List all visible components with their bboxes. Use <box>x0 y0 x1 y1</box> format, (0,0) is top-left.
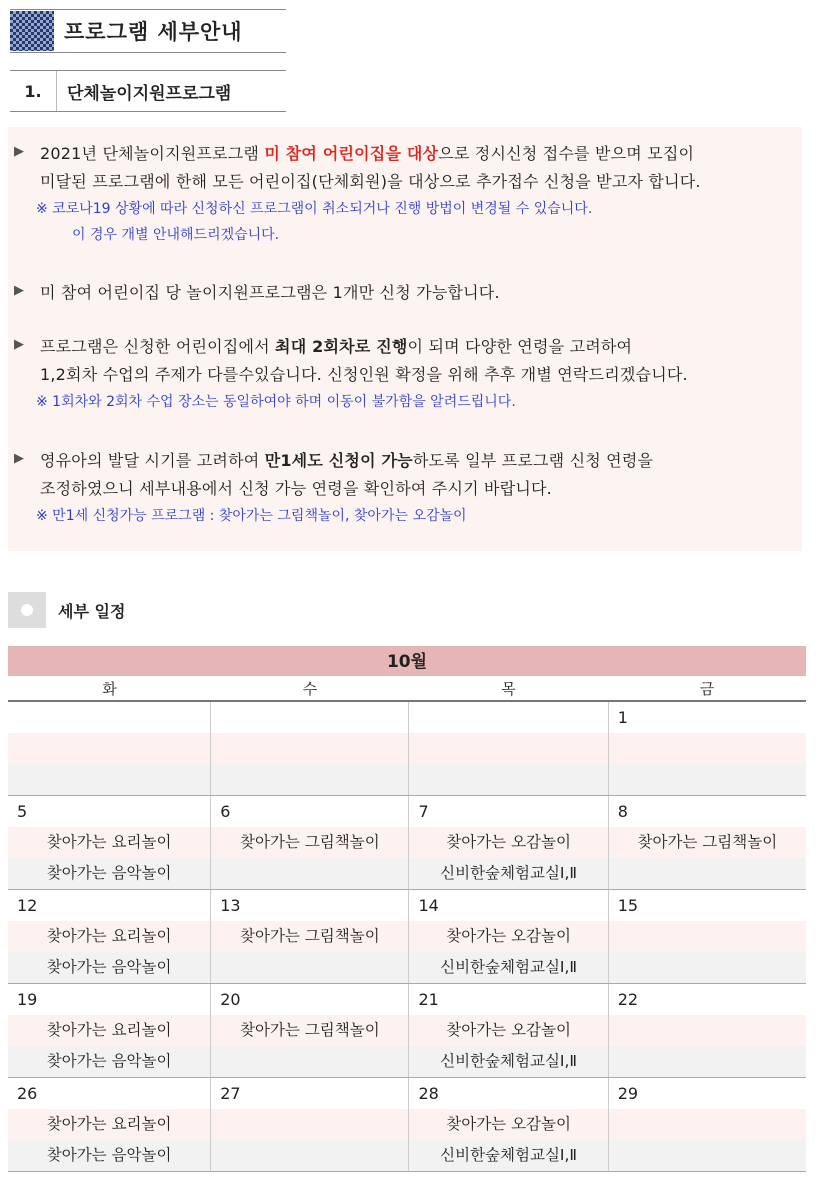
day-number: 6 <box>220 802 231 821</box>
calendar-day-cell <box>609 1078 806 1171</box>
day-number: 28 <box>418 1084 439 1103</box>
day-number: 5 <box>17 802 28 821</box>
program-entry <box>211 1046 408 1077</box>
program-entry <box>609 858 806 889</box>
program-entry <box>8 733 210 764</box>
program-entry <box>609 1015 806 1046</box>
calendar <box>8 646 806 1172</box>
calendar-day-cell <box>609 796 806 889</box>
program-entry <box>409 733 607 764</box>
day-number: 14 <box>418 896 439 915</box>
program-entry: 찾아가는 오감놀이 <box>409 921 607 952</box>
program-entry <box>609 764 806 795</box>
triangle-bullet-icon: ▶ <box>14 283 24 298</box>
program-entry <box>409 764 607 795</box>
program-entry: 신비한숲체험교실Ⅰ,Ⅱ <box>409 858 607 889</box>
calendar-day-cell <box>409 702 608 795</box>
program-entry: 찾아가는 음악놀이 <box>8 1140 210 1171</box>
text: 영유아의 발달 시기를 고려하여 <box>40 451 265 470</box>
day-number: 15 <box>617 896 639 915</box>
program-entry: 찾아가는 요리놀이 <box>8 1109 210 1140</box>
notice-box <box>8 127 802 551</box>
calendar-day-cell <box>8 702 211 795</box>
text: 2021년 단체놀이지원프로그램 <box>40 144 265 163</box>
program-entry <box>609 1046 806 1077</box>
highlight-text: 미 참여 어린이집을 대상 <box>264 144 439 163</box>
day-number: 1 <box>617 708 628 727</box>
calendar-day-cell <box>211 702 409 795</box>
calendar-week <box>8 702 806 796</box>
schedule-heading <box>8 592 125 628</box>
text: 이 되며 다양한 연령을 고려하여 <box>407 337 633 356</box>
notice-line: 미달된 프로그램에 한해 모든 어린이집(단체회원)을 대상으로 추가접수 신청을 받고자 합니다. <box>40 172 701 191</box>
notice-item-2 <box>14 279 794 307</box>
calendar-week <box>8 984 806 1078</box>
weekday-label: 금 <box>699 680 715 698</box>
calendar-day-cell <box>409 1078 608 1171</box>
calendar-day-cell <box>409 984 608 1077</box>
notice-note: ※ 만1세 신청가능 프로그램 : 찾아가는 그림책놀이, 찾아가는 오감놀이 <box>36 508 467 524</box>
calendar-weeks <box>8 702 806 1172</box>
circle-bullet-icon <box>8 592 46 628</box>
calendar-day-cell <box>8 1078 211 1171</box>
schedule-title: 세부 일정 <box>58 601 126 621</box>
program-entry: 찾아가는 그림책놀이 <box>211 827 408 858</box>
day-number: 19 <box>17 990 38 1009</box>
calendar-day-cell <box>8 796 211 889</box>
calendar-day-cell <box>211 796 409 889</box>
notice-line <box>40 447 794 475</box>
notice-line: 1,2회차 수업의 주제가 다를수있습니다. 신청인원 확정을 위해 추후 개별 연락드리겠습니다. <box>40 365 688 384</box>
day-number: 13 <box>220 896 241 915</box>
notice-line: 조정하였으니 세부내용에서 신청 가능 연령을 확인하여 주시기 바랍니다. <box>40 479 552 498</box>
program-entry <box>211 1109 408 1140</box>
calendar-day-cell <box>211 1078 409 1171</box>
calendar-day-cell <box>8 890 211 983</box>
notice-item-3 <box>14 333 794 415</box>
program-entry: 찾아가는 음악놀이 <box>8 1046 210 1077</box>
text: 으로 정시신청 접수를 받으며 모집이 <box>438 144 695 163</box>
section-heading <box>10 70 286 112</box>
calendar-week <box>8 796 806 890</box>
calendar-day-cell <box>8 984 211 1077</box>
day-number: 22 <box>617 990 639 1009</box>
program-entry <box>211 1140 408 1171</box>
calendar-day-cell <box>609 984 806 1077</box>
day-number: 27 <box>220 1084 241 1103</box>
bold-text: 최대 2회차로 진행 <box>275 337 408 356</box>
day-number: 12 <box>17 896 38 915</box>
program-entry: 찾아가는 요리놀이 <box>8 1015 210 1046</box>
section-label: 단체놀이지원프로그램 <box>67 83 232 104</box>
program-entry: 찾아가는 오감놀이 <box>409 827 607 858</box>
notice-note: ※ 코로나19 상황에 따라 신청하신 프로그램이 취소되거나 진행 방법이 변경될 수 있습니다. <box>36 201 593 217</box>
page-title-bar <box>10 9 286 53</box>
calendar-day-cell <box>409 796 608 889</box>
triangle-bullet-icon: ▶ <box>14 144 24 159</box>
weekday-label: 화 <box>102 680 117 698</box>
program-entry: 신비한숲체험교실Ⅰ,Ⅱ <box>409 1140 607 1171</box>
day-number: 29 <box>617 1084 639 1103</box>
notice-item-4 <box>14 447 794 529</box>
notice-line <box>40 140 794 168</box>
program-entry <box>609 952 806 983</box>
notice-line: 미 참여 어린이집 당 놀이지원프로그램은 1개만 신청 가능합니다. <box>40 283 500 302</box>
text: 하도록 일부 프로그램 신청 연령을 <box>412 451 654 470</box>
program-entry <box>609 733 806 764</box>
program-entry <box>609 1140 806 1171</box>
bold-text: 만1세도 신청이 가능 <box>264 451 413 470</box>
pattern-square-icon <box>10 11 54 51</box>
calendar-day-cell <box>211 890 409 983</box>
triangle-bullet-icon: ▶ <box>14 337 24 352</box>
program-entry <box>609 1109 806 1140</box>
page-title: 프로그램 세부안내 <box>64 20 243 44</box>
day-number: 8 <box>617 802 628 821</box>
text: 프로그램은 신청한 어린이집에서 <box>40 337 276 356</box>
day-number: 21 <box>418 990 439 1009</box>
calendar-week <box>8 890 806 984</box>
program-entry: 찾아가는 그림책놀이 <box>211 921 408 952</box>
day-number: 20 <box>220 990 241 1009</box>
program-entry: 찾아가는 그림책놀이 <box>211 1015 408 1046</box>
calendar-day-cell <box>211 984 409 1077</box>
day-number: 7 <box>418 802 429 821</box>
triangle-bullet-icon: ▶ <box>14 451 24 466</box>
program-entry: 찾아가는 음악놀이 <box>8 952 210 983</box>
program-entry <box>211 764 408 795</box>
program-entry <box>8 764 210 795</box>
program-entry: 찾아가는 그림책놀이 <box>609 827 806 858</box>
program-entry <box>211 952 408 983</box>
program-entry <box>211 733 408 764</box>
notice-item-1 <box>14 140 794 248</box>
notice-note: 이 경우 개별 안내해드리겠습니다. <box>72 227 280 243</box>
section-number: 1. <box>10 71 57 111</box>
weekday-label: 목 <box>501 680 516 698</box>
program-entry <box>609 921 806 952</box>
calendar-day-cell <box>609 890 806 983</box>
program-entry <box>211 858 408 889</box>
program-entry: 찾아가는 음악놀이 <box>8 858 210 889</box>
program-entry: 찾아가는 요리놀이 <box>8 921 210 952</box>
calendar-day-cell <box>609 702 806 795</box>
notice-note: ※ 1회차와 2회차 수업 장소는 동일하여야 하며 이동이 불가함을 알려드립니다. <box>36 394 516 410</box>
program-entry: 찾아가는 오감놀이 <box>409 1015 607 1046</box>
calendar-week <box>8 1078 806 1172</box>
program-entry: 찾아가는 요리놀이 <box>8 827 210 858</box>
program-entry: 찾아가는 오감놀이 <box>409 1109 607 1140</box>
program-entry: 신비한숲체험교실Ⅰ,Ⅱ <box>409 952 607 983</box>
notice-line <box>40 333 794 361</box>
calendar-day-cell <box>409 890 608 983</box>
day-number <box>409 702 607 733</box>
weekday-header <box>8 676 806 702</box>
day-number: 26 <box>17 1084 38 1103</box>
program-entry: 신비한숲체험교실Ⅰ,Ⅱ <box>409 1046 607 1077</box>
weekday-label: 수 <box>302 680 318 698</box>
day-number <box>8 702 210 733</box>
calendar-month: 10월 <box>8 646 806 676</box>
day-number <box>211 702 408 733</box>
